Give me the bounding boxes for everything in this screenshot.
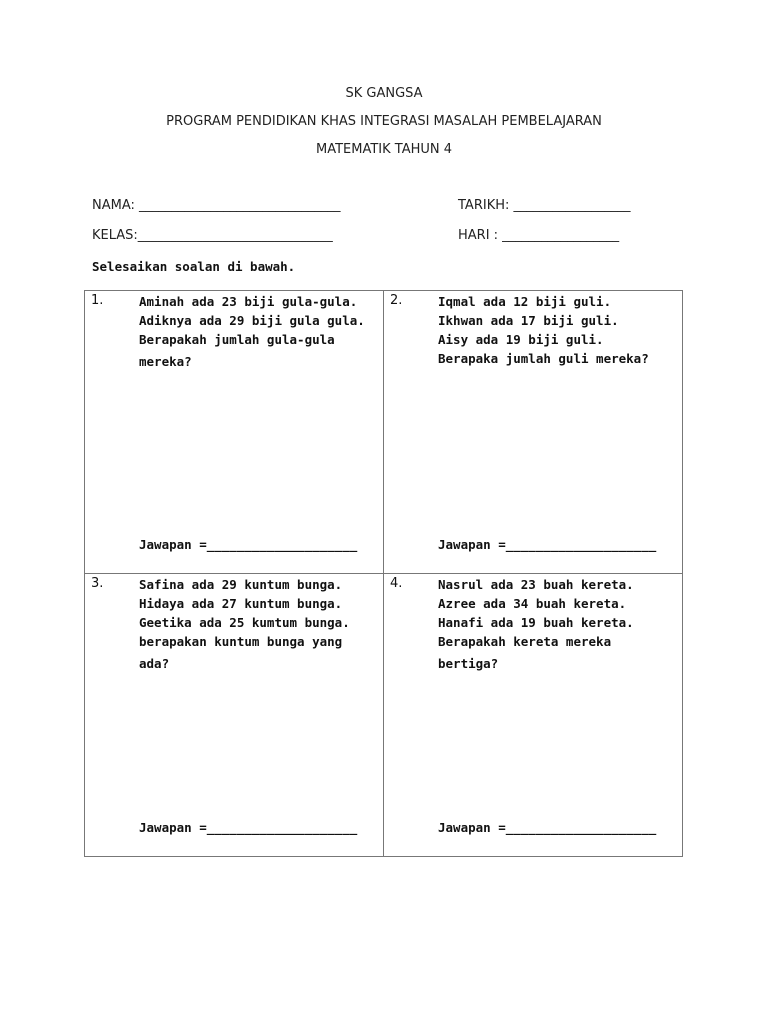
question-grid xyxy=(84,290,683,857)
program-title: PROGRAM PENDIDIKAN KHAS INTEGRASI MASALAH PEMBELAJARAN xyxy=(166,114,602,129)
question-number: 4. xyxy=(390,576,403,591)
question-box-1 xyxy=(85,291,384,574)
question-line: Aisy ada 19 biji guli. xyxy=(438,332,604,347)
date-field: TARIKH: __________________ xyxy=(458,198,631,213)
answer-line: Jawapan =____________________ xyxy=(139,820,358,835)
answer-line: Jawapan =____________________ xyxy=(438,820,657,835)
instruction-text: Selesaikan soalan di bawah. xyxy=(92,259,296,274)
school-name: SK GANGSA xyxy=(345,86,423,101)
question-line: Hidaya ada 27 kuntum bunga. xyxy=(139,596,343,611)
question-number: 1. xyxy=(91,293,104,308)
question-line: Nasrul ada 23 buah kereta. xyxy=(438,577,634,592)
class-field: KELAS:______________________________ xyxy=(92,228,333,243)
question-line: berapakan kuntum bunga yang xyxy=(139,634,343,649)
question-line: Berapakah jumlah gula-gula xyxy=(139,332,335,347)
name-field: NAMA: _______________________________ xyxy=(92,198,341,213)
question-line: Berapakah kereta mereka xyxy=(438,634,612,649)
question-line: bertiga? xyxy=(438,656,499,671)
question-number: 3. xyxy=(91,576,104,591)
question-line: Geetika ada 25 kumtum bunga. xyxy=(139,615,350,630)
question-2 xyxy=(390,291,649,368)
question-line: Azree ada 34 buah kereta. xyxy=(438,596,627,611)
question-box-3 xyxy=(85,574,384,857)
answer-line: Jawapan =____________________ xyxy=(438,537,657,552)
question-line: ada? xyxy=(139,656,170,671)
question-line: Safina ada 29 kuntum bunga. xyxy=(139,577,343,592)
question-line: Hanafi ada 19 buah kereta. xyxy=(438,615,634,630)
question-line: Iqmal ada 12 biji guli. xyxy=(438,294,612,309)
question-line: Adiknya ada 29 biji gula gula. xyxy=(139,313,365,328)
question-box-2 xyxy=(384,291,683,574)
subject-title: MATEMATIK TAHUN 4 xyxy=(315,142,453,157)
question-4 xyxy=(390,574,634,673)
question-line: Berapaka jumlah guli mereka? xyxy=(438,351,649,366)
question-line: Aminah ada 23 biji gula-gula. xyxy=(139,294,358,309)
question-box-4 xyxy=(384,574,683,857)
day-field: HARI : __________________ xyxy=(458,228,620,243)
question-line: Ikhwan ada 17 biji guli. xyxy=(438,313,619,328)
question-3 xyxy=(91,574,350,673)
question-number: 2. xyxy=(390,293,403,308)
question-line: mereka? xyxy=(139,354,192,369)
question-1 xyxy=(91,291,365,371)
answer-line: Jawapan =____________________ xyxy=(139,537,358,552)
